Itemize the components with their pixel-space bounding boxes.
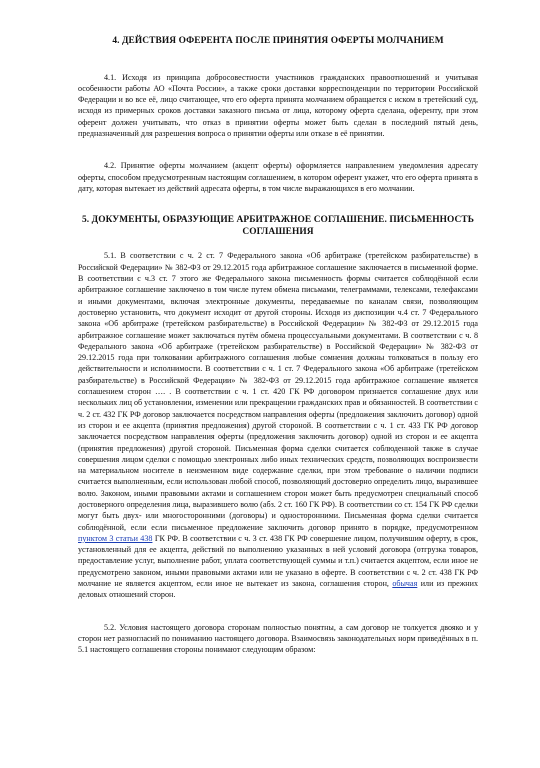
- link-custom[interactable]: обычая: [392, 579, 418, 589]
- paragraph-5-1: [78, 250, 478, 600]
- paragraph-4-1: 4.1. Исходя из принципа добросовестности участников гражданских правоотношений и учитывая особенности работы АО «Почта России», а также сроки доставки корреспонденции по территории Российской Федерации и во все её, лицо считающее, что его оферта принята молчанием обращается с иском в третейский суд, исходя из примерных сроков доставки заказного письма от лица, которому оферта сделана, оференту, при этом оферент должен учитывать, что отказ в принятии оферты может быть сделан в последний пятый день, предназначенный для разрешения вопроса о принятии оферты или отказе в её принятии.: [78, 72, 478, 139]
- paragraph-5-1-text-b: ГК РФ. В соответствии с ч. 3 ст. 438 ГК РФ совершение лицом, получившим оферту, в срок, установленный для ее акцепта, действий по выполнению указанных в ней условий договора (отгрузка товаров, предоставление услуг, выполнение работ, уплата соответствующей суммы и т.п.) считается акцептом, если иное не предусмотрено законом, иными правовыми актами или не указано в оферте. В соответствии с ч. 2 ст. 438 ГК РФ молчание не является акцептом, если иное не вытекает из закона, соглашения сторон,: [78, 533, 478, 589]
- paragraph-5-1-text-a: 5.1. В соответствии с ч. 2 ст. 7 Федерального закона «Об арбитраже (третейском разбирательстве) в Российской Федерации» № 382-ФЗ от 29.12.2015 года арбитражное соглашение заключается в письменной форме. В соответствии с ч.3 ст. 7 этого же Федерального закона письменность формы считается соблюдённой если арбитражное соглашение заключено в том числе путем обмена письмами, телеграммами, телексами, телефаксами и иными документами, включая электронные документы, передаваемые по каналам связи, позволяющим достоверно установить, что документ исходит от другой стороны. Исходя из диспозиции ч.4 ст. 7 Федерального закона «Об арбитраже (третейском разбирательстве) в Российской Федерации» № 382-ФЗ от 29.12.2015 года арбитражное соглашение может заключаться путём обмена процессуальными документами. В соответствии с ч. 8 Федерального закона «Об арбитраже (третейском разбирательстве) в Российской Федерации» № 382-ФЗ от 29.12.2015 года при толковании арбитражного соглашения любые сомнения должны толковаться в пользу его действительности и исполнимости. В соответствии с ч. 1 ст. 7 Федерального закона «Об арбитраже (третейском разбирательстве) в Российской Федерации» № 382-ФЗ от 29.12.2015 года арбитражное соглашение является соглашением сторон …. . В соответствии с ч. 1 ст. 420 ГК РФ договором признается соглашение двух или нескольких лиц об установлении, изменении или прекращении гражданских прав и обязанностей. В соответствии с ч. 2 ст. 432 ГК РФ договор заключается посредством направления оферты (предложения заключить договор) одной из сторон и ее акцепта (принятия предложения) другой стороной. В соответствии с ч. 1 ст. 433 ГК РФ договор заключается посредством направления оферты (предложения заключить договор) одной из сторон и ее акцепта (принятия предложения) другой стороной. Письменная форма сделки считается соблюденной также в случае совершения лицом сделки с помощью электронных либо иных технических средств, позволяющих воспроизвести на материальном носителе в неизменном виде содержание сделки, при этом требование о наличии подписи считается выполненным, если использован любой способ, позволяющий достоверно определить лицо, выразившее волю. Законом, иными правовыми актами и соглашением сторон может быть предусмотрен специальный способ достоверного определения лица, выразившего волю (абз. 2 ст. 160 ГК РФ). В соответствии со ст. 154 ГК РФ сделки могут быть двух- или многосторонними (договоры) и односторонними. Письменная форма сделки считается соблюдённой, если если письменное предложение заключить договор принято в порядке, предусмотренном: [78, 251, 478, 532]
- paragraph-5-1-text-c: или из прежних деловых отношений сторон.: [78, 579, 478, 600]
- section-4-heading: 4. ДЕЙСТВИЯ ОФЕРЕНТА ПОСЛЕ ПРИНЯТИЯ ОФЕРТЫ МОЛЧАНИЕМ: [112, 36, 444, 46]
- section-5-heading: 5. ДОКУМЕНТЫ, ОБРАЗУЮЩИЕ АРБИТРАЖНОЕ СОГЛАШЕНИЕ. ПИСЬМЕННОСТЬ СОГЛАШЕНИЯ: [81, 215, 475, 237]
- link-article-438[interactable]: пунктом 3 статьи 438: [78, 533, 153, 543]
- paragraph-5-2: 5.2. Условия настоящего договора сторонам полностью понятны, а сам договор не толкуется двояко и у сторон нет разногласий по пониманию настоящего договора. Взаимосвязь законодательных норм приведённых в п. 5.1 настоящего соглашения стороны понимают следующим образом:: [78, 622, 478, 655]
- paragraph-4-2: 4.2. Принятие оферты молчанием (акцепт оферты) оформляется направлением уведомления адресату оферты, способом предусмотренным настоящим соглашением, в котором оферент укажет, что его оферта принята в дату, которая вытекает из действий адресата оферты, в том числе выражающихся в его молчании.: [78, 161, 478, 193]
